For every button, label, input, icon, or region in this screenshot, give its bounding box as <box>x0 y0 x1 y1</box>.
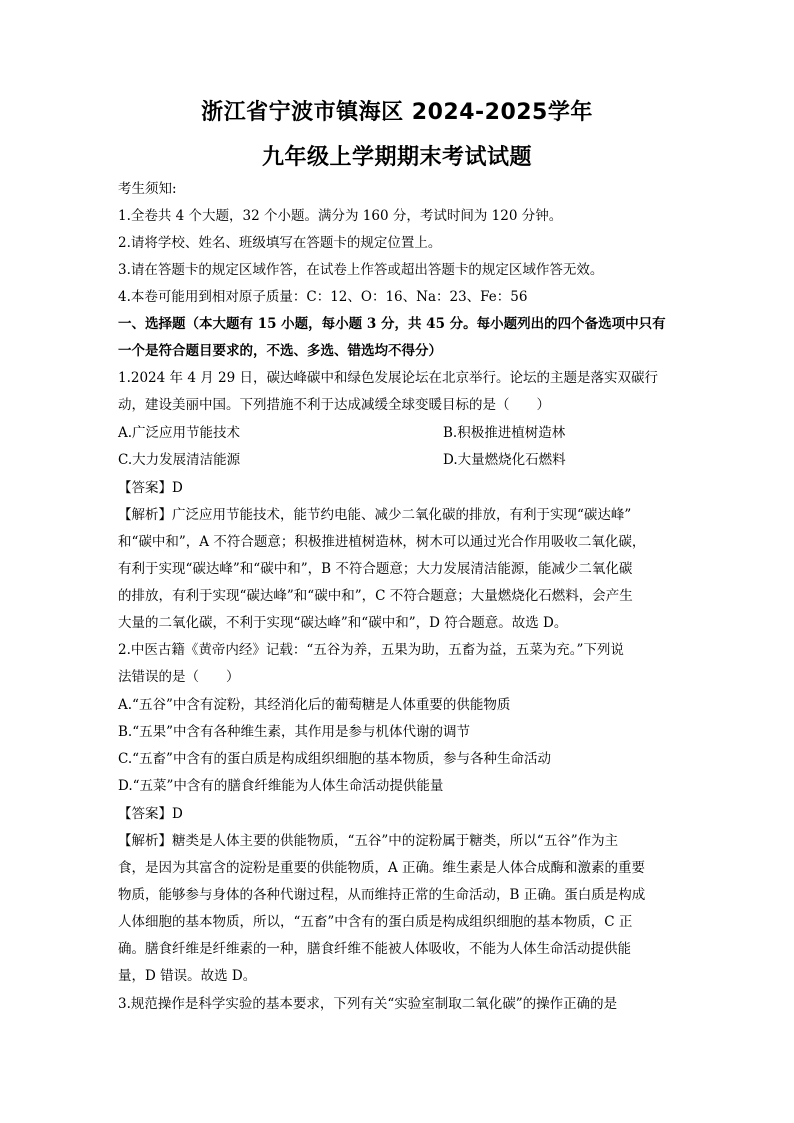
section-heading-cont: 一个是符合题目要求的，不选、多选、错选均不得分） <box>118 343 442 359</box>
question-2-option-d: D.“五菜”中含有的膳食纤维能为人体生命活动提供能量 <box>118 778 444 794</box>
section-heading: 一、选择题（本大题有 15 小题，每小题 3 分，共 45 分。每小题列出的四个备选项中只有 <box>118 316 666 332</box>
question-1-analysis: 有利于实现“碳达峰”和“碳中和”，B 不符合题意；大力发展清洁能源，能减少二氧化碳 <box>118 561 633 577</box>
question-2-option-c: C.“五畜”中含有的蛋白质是构成组织细胞的基本物质，参与各种生命活动 <box>118 751 551 767</box>
question-1-option-c: C.大力发展清洁能源 <box>118 452 241 468</box>
question-1-option-b: B.积极推进植树造林 <box>443 425 566 441</box>
question-3-stem: 3.规范操作是科学实验的基本要求，下列有关“实验室制取二氧化碳”的操作正确的是 <box>118 996 618 1012</box>
question-2-analysis: 量，D 错误。故选 D。 <box>118 968 257 984</box>
exam-title-line1: 浙江省宁波市镇海区 2024-2025学年 <box>201 100 593 125</box>
question-1-analysis: 【解析】广泛应用节能技术，能节约电能、减少二氧化碳的排放，有利于实现“碳达峰” <box>118 507 632 523</box>
question-2-option-b: B.“五果”中含有各种维生素，其作用是参与机体代谢的调节 <box>118 724 471 740</box>
exam-title-line2: 九年级上学期期末考试试题 <box>261 145 532 170</box>
question-2-answer: 【答案】D <box>118 806 183 822</box>
notice-heading: 考生须知: <box>118 181 177 197</box>
question-2-option-a: A.“五谷”中含有淀粉，其经消化后的葡萄糖是人体重要的供能物质 <box>118 697 511 713</box>
question-2-analysis: 人体细胞的基本物质，所以，“五畜”中含有的蛋白质是构成组织细胞的基本物质，C 正 <box>118 914 633 930</box>
question-1-answer: 【答案】D <box>118 480 183 496</box>
question-2-stem-cont: 法错误的是（ ） <box>118 669 240 685</box>
notice-item: 1.全卷共 4 个大题，32 个小题。满分为 160 分，考试时间为 120 分钟。 <box>118 208 563 224</box>
question-2-analysis: 食，是因为其富含的淀粉是重要的供能物质，A 正确。维生素是人体合成酶和激素的重要 <box>118 860 646 876</box>
notice-item: 3.请在答题卡的规定区域作答，在试卷上作答或超出答题卡的规定区域作答无效。 <box>118 262 604 278</box>
question-1-stem-cont: 动，建设美丽中国。下列措施不利于达成减缓全球变暖目标的是（ ） <box>118 397 550 413</box>
question-2-stem: 2.中医古籍《黄帝内经》记载：“五谷为养，五果为助，五畜为益，五菜为充。”下列说 <box>118 642 624 658</box>
question-1-analysis: 的排放，有利于实现“碳达峰”和“碳中和”，C 不符合题意；大量燃烧化石燃料，会产生 <box>118 588 633 604</box>
question-1-analysis: 大量的二氧化碳，不利于实现“碳达峰”和“碳中和”，D 符合题意。故选 D。 <box>118 615 568 631</box>
question-1-analysis: 和“碳中和”，A 不符合题意；积极推进植树造林，树木可以通过光合作用吸收二氧化碳， <box>118 534 646 550</box>
question-2-analysis: 确。膳食纤维是纤维素的一种，膳食纤维不能被人体吸收，不能为人体生命活动提供能 <box>118 941 631 957</box>
question-1-option-a: A.广泛应用节能技术 <box>118 425 241 441</box>
notice-item: 2.请将学校、姓名、班级填写在答题卡的规定位置上。 <box>118 235 442 251</box>
question-1-stem: 1.2024 年 4 月 29 日，碳达峰碳中和绿色发展论坛在北京举行。论坛的主题是落实双碳行 <box>118 370 658 386</box>
question-1-option-d: D.大量燃烧化石燃料 <box>443 452 566 468</box>
question-2-analysis: 物质，能够参与身体的各种代谢过程，从而维持正常的生命活动，B 正确。蛋白质是构成 <box>118 887 646 903</box>
notice-item: 4.本卷可能用到相对原子质量：C：12、O：16、Na：23、Fe：56 <box>118 289 528 305</box>
question-2-analysis: 【解析】糖类是人体主要的供能物质，“五谷”中的淀粉属于糖类，所以“五谷”作为主 <box>118 833 619 849</box>
